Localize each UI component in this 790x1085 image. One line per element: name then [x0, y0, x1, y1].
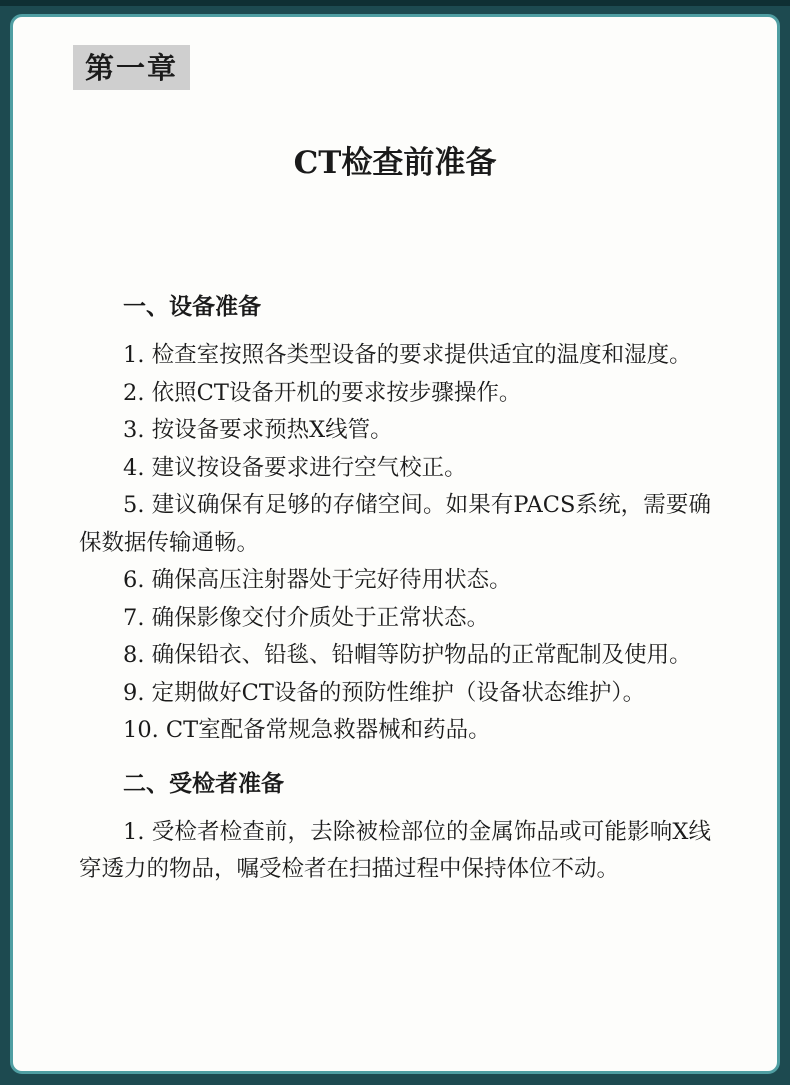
top-border-strip [0, 0, 790, 6]
list-item: 6. 确保高压注射器处于完好待用状态。 [123, 567, 512, 593]
list-item: 3. 按设备要求预热X线管。 [123, 417, 393, 443]
page-title: CT检查前准备 [293, 145, 497, 181]
list-item: 5. 建议确保有足够的存储空间。如果有PACS系统，需要确保数据传输通畅。 [79, 492, 711, 556]
list-item: 4. 建议按设备要求进行空气校正。 [123, 454, 467, 481]
list-item: 1. 受检者检查前，去除被检部位的金属饰品或可能影响X线穿透力的物品，嘱受检者在扫描过程中保持体位不动。 [79, 818, 711, 882]
chapter-label: 第一章 [73, 45, 190, 90]
section-heading-equipment: 一、设备准备 [123, 294, 261, 320]
list-item: 9. 定期做好CT设备的预防性维护（设备状态维护）。 [123, 679, 646, 706]
list-item: 1. 检查室按照各类型设备的要求提供适宜的温度和湿度。 [123, 342, 692, 368]
list-item: 2. 依照CT设备开机的要求按步骤操作。 [123, 379, 522, 406]
list-item: 8. 确保铅衣、铅毯、铅帽等防护物品的正常配制及使用。 [123, 642, 692, 668]
document-page [10, 14, 780, 1074]
list-item: 10. CT室配备常规急救器械和药品。 [123, 717, 491, 743]
list-item: 7. 确保影像交付介质处于正常状态。 [123, 604, 490, 631]
section-heading-patient: 二、受检者准备 [123, 770, 284, 797]
document-body [79, 287, 711, 889]
